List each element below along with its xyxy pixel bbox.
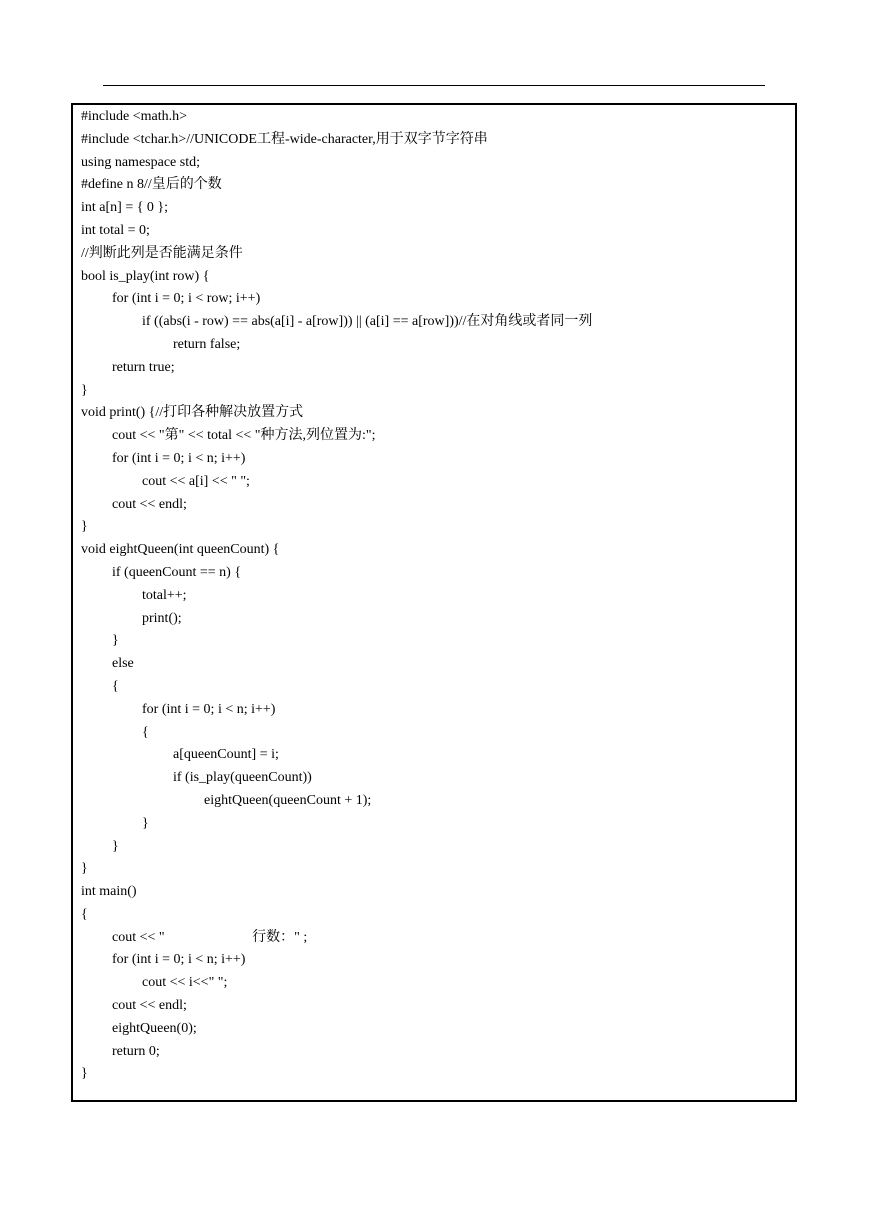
code-line: return true; (112, 359, 175, 375)
code-line: int total = 0; (81, 222, 150, 238)
code-line: for (int i = 0; i < n; i++) (112, 450, 246, 466)
code-line: int main() (81, 884, 137, 900)
code-line: cout << endl; (112, 496, 187, 512)
code-line: { (112, 678, 119, 694)
code-line: a[queenCount] = i; (173, 747, 279, 763)
code-line: int a[n] = { 0 }; (81, 200, 169, 216)
code-line: } (112, 838, 119, 854)
code-line: cout << a[i] << " "; (142, 473, 250, 489)
code-line: #include <math.h> (81, 109, 187, 124)
code-line: { (142, 724, 149, 740)
code-line: cout << " 行数：" ; (112, 929, 308, 945)
code-line: } (81, 382, 88, 398)
code-line: } (142, 815, 149, 831)
code-line: } (81, 519, 88, 535)
code-line: void print() {//打印各种解决放置方式 (81, 405, 304, 421)
code-line: for (int i = 0; i < n; i++) (112, 952, 246, 968)
code-line: cout << endl; (112, 998, 187, 1014)
code-line: { (81, 906, 88, 922)
code-line: for (int i = 0; i < row; i++) (112, 291, 261, 307)
code-line: return 0; (112, 1043, 160, 1059)
code-line: print(); (142, 610, 182, 626)
code-line: } (112, 633, 119, 649)
code-line: return false; (173, 336, 241, 352)
code-line: } (81, 1066, 88, 1082)
code-line: bool is_play(int row) { (81, 268, 210, 284)
code-line: cout << i<<" "; (142, 975, 228, 991)
code-line: total++; (142, 587, 187, 603)
code-line: eightQueen(0); (112, 1020, 197, 1036)
code-listing (81, 106, 592, 1086)
code-line: for (int i = 0; i < n; i++) (142, 701, 276, 717)
code-line: #define n 8//皇后的个数 (81, 177, 222, 193)
code-line: else (112, 656, 134, 672)
code-line: #include <tchar.h>//UNICODE工程-wide-character,用于双字节字符串 (81, 131, 488, 147)
code-line: if (is_play(queenCount)) (173, 770, 312, 786)
code-line: } (81, 861, 88, 877)
code-box (71, 103, 797, 1102)
code-line: if ((abs(i - row) == abs(a[i] - a[row])) || (a[i] == a[row]))//在对角线或者同一列 (142, 314, 593, 330)
code-line: eightQueen(queenCount + 1); (204, 792, 372, 808)
code-line: //判断此列是否能满足条件 (81, 245, 243, 261)
code-line: cout << "第" << total << "种方法,列位置为:"; (112, 428, 376, 444)
code-line: if (queenCount == n) { (112, 564, 242, 580)
code-line: void eightQueen(int queenCount) { (81, 542, 280, 558)
code-line: using namespace std; (81, 154, 200, 170)
header-rule (103, 85, 765, 86)
